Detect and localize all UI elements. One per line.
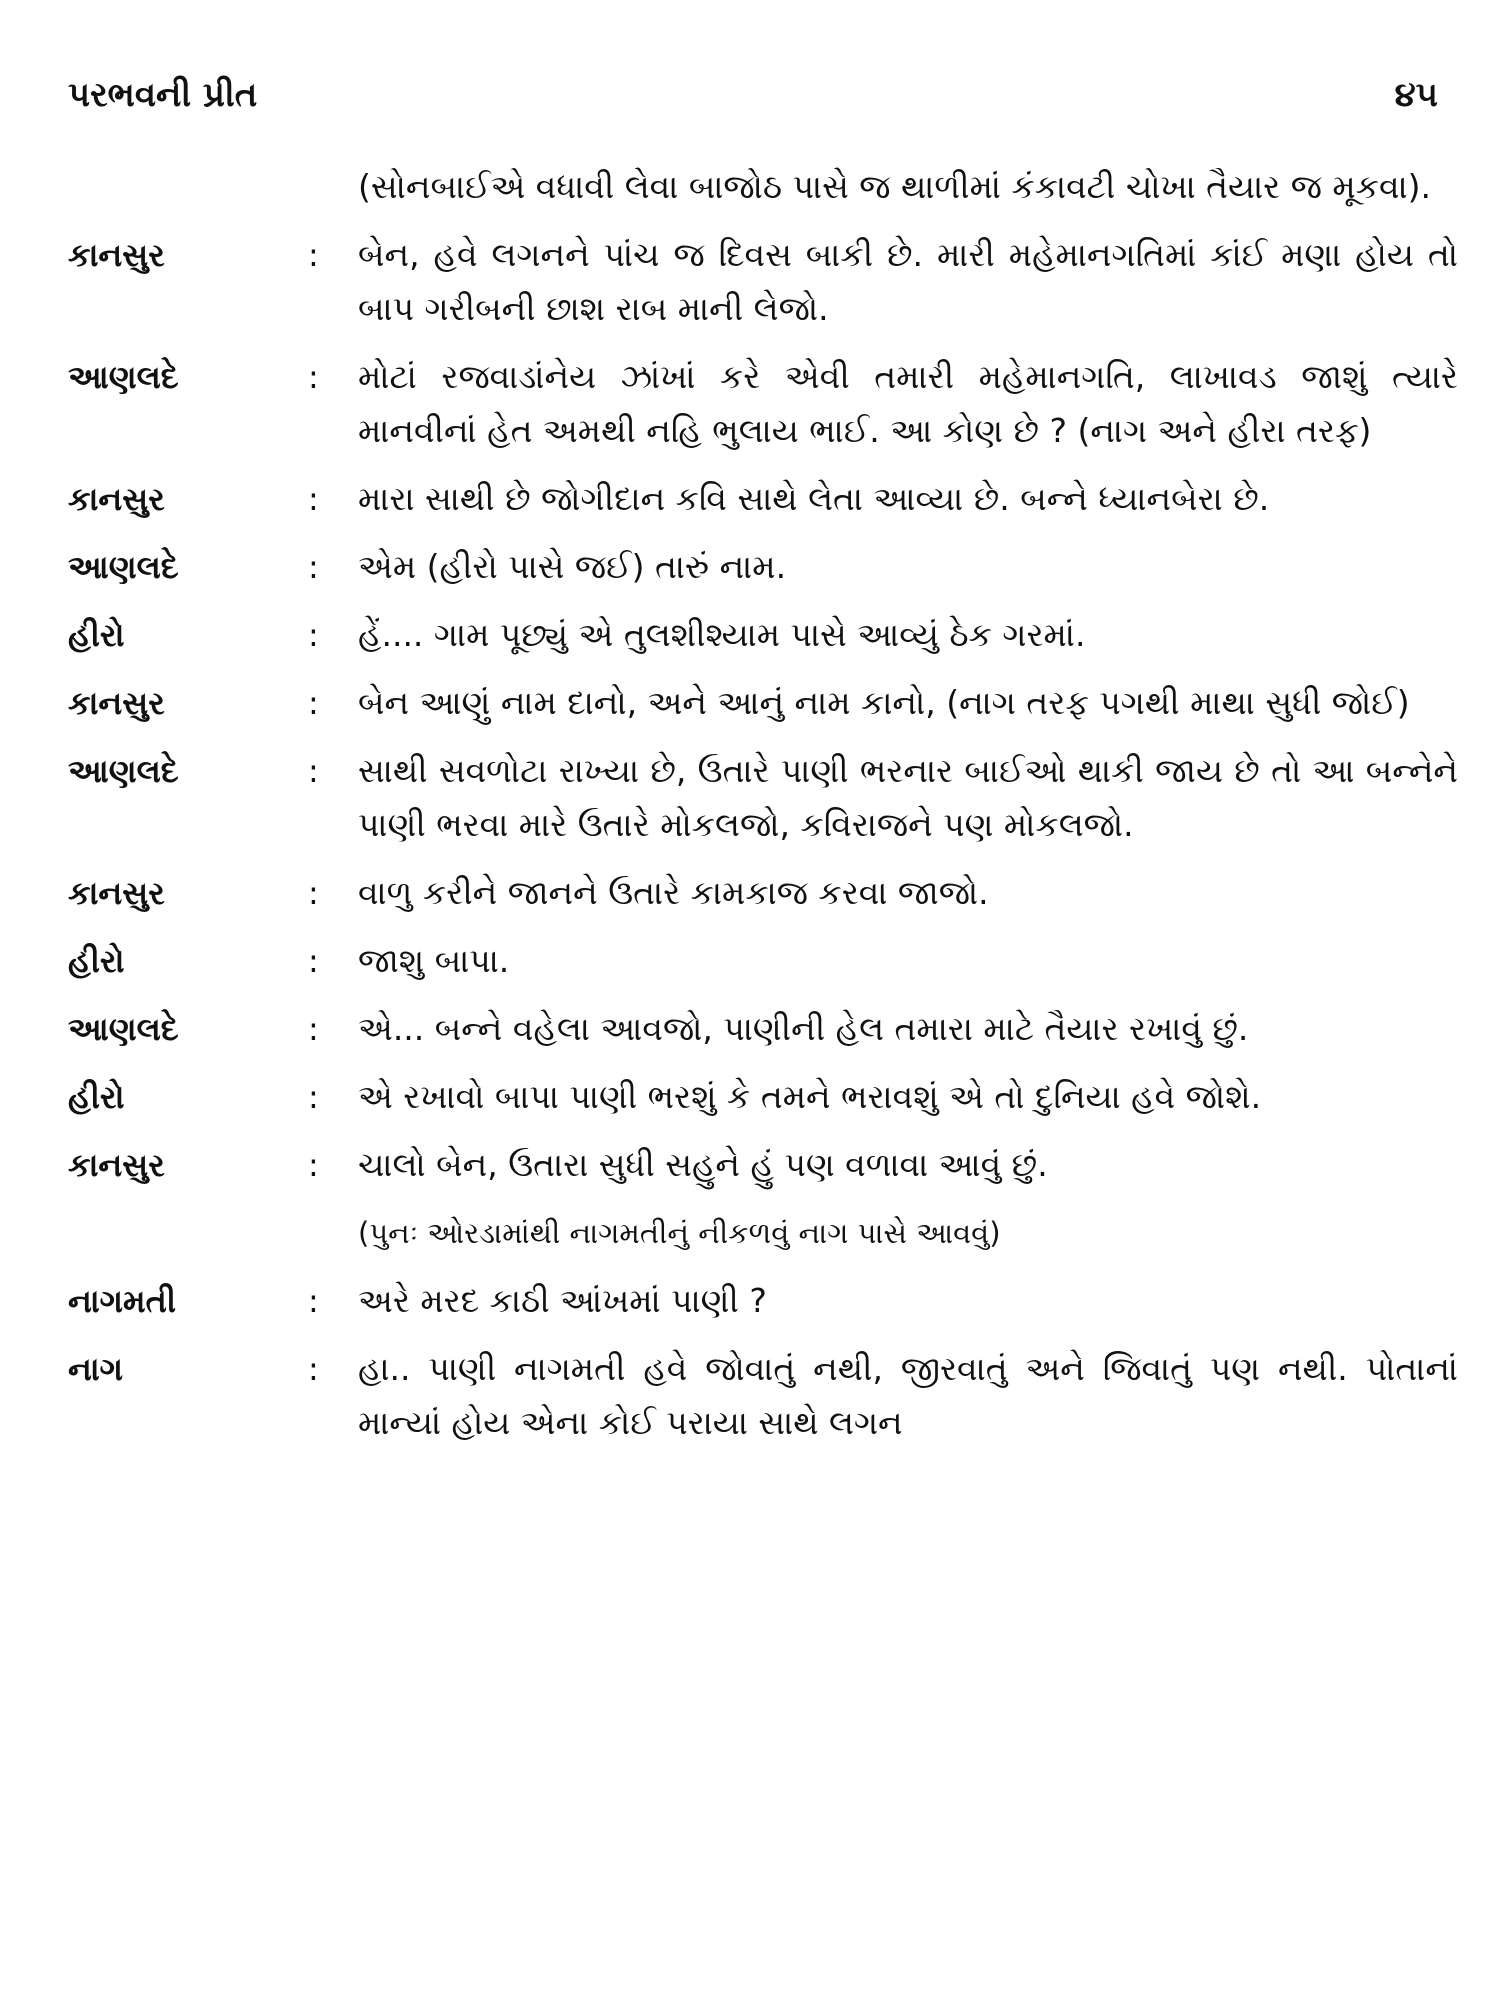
colon-separator: : xyxy=(308,942,319,980)
dialogue-line xyxy=(68,934,1458,988)
speech-text: જાશુ બાપા. xyxy=(358,941,510,980)
speech-text: વાળુ કરીને જાનને ઉતારે કામકાજ કરવા જાજો. xyxy=(358,873,989,912)
dialogue-line xyxy=(68,866,1458,920)
colon-separator: : xyxy=(308,1010,319,1048)
colon-separator: : xyxy=(308,616,319,654)
speaker-name: કાનસુર xyxy=(68,480,165,518)
speech-text: હેં.... ગામ પૂછ્યું એ તુલશીશ્યામ પાસે આવ્યું ઠેક ગરમાં. xyxy=(358,615,1086,654)
colon-separator: : xyxy=(308,1078,319,1116)
colon-separator: : xyxy=(308,236,319,274)
dialogue-line xyxy=(68,228,1458,336)
colon-separator: : xyxy=(308,548,319,586)
speaker-name: કાનસુર xyxy=(68,236,165,274)
speaker-name: હીરો xyxy=(68,942,125,980)
stage-direction: (પુનઃ ઓરડામાંથી નાગમતીનું નીકળવું નાગ પાસે આવવું) xyxy=(358,1216,1001,1250)
speech-text: બેન, હવે લગનને પાંચ જ દિવસ બાકી છે. મારી મહેમાનગતિમાં કાંઈ મણા હોય તો બાપ ગરીબની છાશ રાબ માની લેજો. xyxy=(358,235,1458,328)
speaker-name: આણલદે xyxy=(68,752,179,790)
speech-text: મોટાં રજવાડાંનેય ઝાંખાં કરે એવી તમારી મહેમાનગતિ, લાખાવડ જાશું ત્યારે માનવીનાં હેત અમથી નહિ ભુલાય ભાઈ. આ કોણ છે ? (નાગ અને હીરા તરફ) xyxy=(358,357,1458,450)
dialogue-line xyxy=(68,350,1458,458)
speaker-name: હીરો xyxy=(68,616,125,654)
dialogue-line xyxy=(68,1070,1458,1124)
speaker-name: આણલદે xyxy=(68,1010,179,1048)
book-title: પરભવની પ્રીત xyxy=(68,75,258,115)
speech-text: એ... બન્ને વહેલા આવજો, પાણીની હેલ તમારા માટે તૈયાર રખાવું છું. xyxy=(358,1009,1249,1048)
stage-direction: (સોનબાઈએ વધાવી લેવા બાજોઠ પાસે જ થાળીમાં કંકાવટી ચોખા તૈયાર જ મૂકવા). xyxy=(358,167,1432,206)
speaker-name: આણલદે xyxy=(68,548,179,586)
colon-separator: : xyxy=(308,1350,319,1388)
running-head xyxy=(68,70,1438,120)
speaker-name: કાનસુર xyxy=(68,874,165,912)
dialogue-line xyxy=(68,472,1458,526)
speaker-name: નાગમતી xyxy=(68,1282,177,1320)
colon-separator: : xyxy=(308,1282,319,1320)
speech-text: એ રખાવો બાપા પાણી ભરશું કે તમને ભરાવશું એ તો દુનિયા હવે જોશે. xyxy=(358,1077,1262,1116)
speech-text: મારા સાથી છે જોગીદાન કવિ સાથે લેતા આવ્યા છે. બન્ને ધ્યાનબેરા છે. xyxy=(358,479,1270,518)
speaker-name: આણલદે xyxy=(68,358,179,396)
dialogue-line xyxy=(68,744,1458,852)
colon-separator: : xyxy=(308,480,319,518)
dialogue-line xyxy=(68,608,1458,662)
dialogue-line xyxy=(68,1138,1458,1192)
speaker-name: હીરો xyxy=(68,1078,125,1116)
colon-separator: : xyxy=(308,874,319,912)
dialogue-line xyxy=(68,1342,1458,1450)
colon-separator: : xyxy=(308,358,319,396)
speaker-name: કાનસુર xyxy=(68,684,165,722)
colon-separator: : xyxy=(308,1146,319,1184)
speech-text: ચાલો બેન, ઉતારા સુધી સહુને હું પણ વળાવા આવું છું. xyxy=(358,1145,1048,1184)
dialogue-line xyxy=(68,1002,1458,1056)
speaker-name: કાનસુર xyxy=(68,1146,165,1184)
dialogue-line xyxy=(68,1274,1458,1328)
play-dialogue xyxy=(68,160,1458,1464)
speech-text: અરે મરદ કાઠી આંખમાં પાણી ? xyxy=(358,1281,767,1320)
page-number: ૪૫ xyxy=(1394,75,1438,115)
speech-text: હા.. પાણી નાગમતી હવે જોવાતું નથી, જીરવાતું અને જિવાતું પણ નથી. પોતાનાં માન્યાં હોય એના કોઈ પરાયા સાથે લગન xyxy=(358,1349,1458,1442)
speech-text: બેન આણું નામ દાનો, અને આનું નામ કાનો, (નાગ તરફ પગથી માથા સુધી જોઈ) xyxy=(358,683,1410,722)
colon-separator: : xyxy=(308,684,319,722)
colon-separator: : xyxy=(308,752,319,790)
dialogue-line xyxy=(68,540,1458,594)
speaker-name: નાગ xyxy=(68,1350,124,1388)
speech-text: સાથી સવળોટા રાખ્યા છે, ઉતારે પાણી ભરનાર બાઈઓ થાકી જાય છે તો આ બન્નેને પાણી ભરવા મારે ઉતારે મોકલજો, કવિરાજને પણ મોકલજો. xyxy=(358,751,1458,844)
speech-text: એમ (હીરો પાસે જઈ) તારું નામ. xyxy=(358,547,787,586)
dialogue-line xyxy=(68,676,1458,730)
